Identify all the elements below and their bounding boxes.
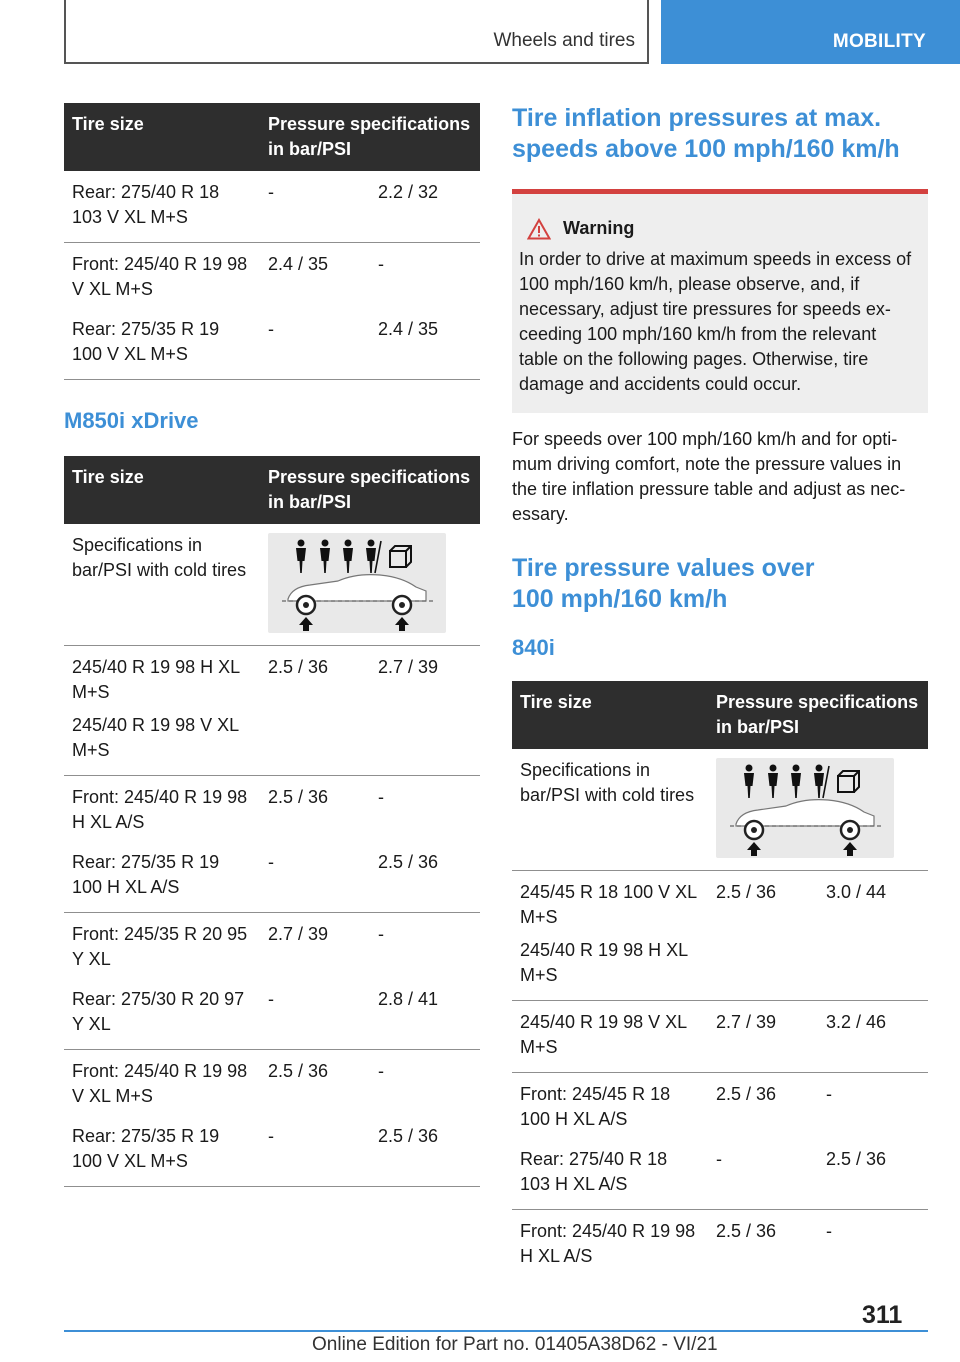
pressure-value-normal: - [708,1138,818,1210]
col-header-tire-size: Tire size [64,103,260,171]
pressure-value-normal: 2.4 / 35 [268,254,329,274]
tire-size: 245/40 R 19 98 H XL M+S [72,657,240,702]
table-row [64,913,480,979]
tire-size: Rear: 275/30 R 20 97 Y XL [72,989,245,1034]
warning-title-row [519,216,912,241]
tire-size: Rear: 275/40 R 18 103 V XL M+S [72,182,220,227]
tire-size-cell [64,978,260,1050]
pressure-value-loaded: - [378,787,384,807]
pressure-value-loaded: - [378,254,384,274]
pressure-value-loaded: - [826,1221,832,1241]
table-row [512,871,928,1001]
pressure-value-normal: 2.7 / 39 [268,924,329,944]
pressure-value-loaded: - [378,924,384,944]
pressure-value-loaded: 3.0 / 44 [818,871,928,1001]
pressure-value-normal: 2.7 / 39 [708,1001,818,1073]
pressure-value-normal: 2.5 / 36 [260,646,370,776]
tire-size-cell [64,1115,260,1187]
tire-size: Front: 245/35 R 20 95 Y XL [72,924,248,969]
tire-size-cell [512,871,708,1001]
warning-box [512,189,928,413]
tire-pressure-table-840i [512,681,928,1275]
tire-size: 245/40 R 19 98 H XL M+S [520,940,688,985]
tire-size: Front: 245/40 R 19 98 H XL A/S [520,1221,696,1266]
footer-edition: Online Edition for Part no. 01405A38D62 - VI/21 [312,1334,718,1355]
tire-size-cell [512,1073,708,1139]
load-passengers-luggage-icon [716,758,894,858]
pressure-value-normal: - [260,978,370,1050]
tire-size: Rear: 275/35 R 19 100 V XL M+S [72,319,220,364]
pressure-value-normal: 2.5 / 36 [708,871,818,1001]
pressure-value-normal: - [260,171,370,243]
page-number: 311 [862,1301,903,1329]
tire-size-cell [64,308,260,380]
pressure-value-loaded: 2.4 / 35 [370,308,480,380]
pressure-value-loaded: - [826,1084,832,1104]
tire-size: 245/45 R 18 100 V XL M+S [520,882,697,927]
pressure-value-normal: 2.5 / 36 [716,1221,777,1241]
pressure-value-loaded: 2.5 / 36 [370,841,480,913]
table-row [512,1138,928,1210]
tire-pressure-table-m850i [64,456,480,1187]
table-row [64,646,480,776]
tire-size: Front: 245/40 R 19 98 H XL A/S [72,787,248,832]
tire-size: Rear: 275/35 R 19 100 V XL M+S [72,1126,220,1171]
warning-text: In order to drive at maximum speeds in excess of 100 mph/160 km/h, please observe, and, if necessary, adjust tire pressures for speeds exceeding 100 mph/160 km/h from the relevant table on the following pages. Otherwise, tire damage and accidents could occur. [519,249,912,394]
table-row [512,749,928,871]
pressure-value-normal: - [260,841,370,913]
table-row [64,524,480,646]
tire-size-cell [512,1210,708,1276]
left-column [64,103,480,1187]
pressure-value-loaded: 2.5 / 36 [818,1138,928,1210]
load-passengers-luggage-icon [268,533,446,633]
table-row [64,1050,480,1116]
tire-size-cell [64,913,260,979]
body-paragraph: For speeds over 100 mph/160 km/h and for optimum driving comfort, note the pressure values in the tire inflation pressure table and adjust as necessary. [512,429,906,524]
pressure-value-loaded: - [378,1061,384,1081]
header-chapter-title: MOBILITY [832,31,926,52]
section-heading-pressure-values: Tire pressure values over 100 mph/160 km/h [512,554,815,613]
pressure-value-loaded: 2.7 / 39 [370,646,480,776]
tire-size-cell [512,1138,708,1210]
pressure-value-normal: 2.5 / 36 [716,1084,777,1104]
pressure-value-normal: - [260,1115,370,1187]
table-row [64,776,480,842]
col-header-tire-size: Tire size [512,681,708,749]
load-icon-cell [708,749,928,871]
tire-size: 245/40 R 19 98 V XL M+S [520,1012,687,1057]
table-row [512,1073,928,1139]
tire-size: Front: 245/40 R 19 98 V XL M+S [72,254,248,299]
table-row [64,243,480,309]
tire-pressure-table-top [64,103,480,380]
model-heading-m850i: M850i xDrive [64,408,199,433]
warning-title: Warning [563,218,635,238]
pressure-value-loaded: 2.8 / 41 [370,978,480,1050]
warning-triangle-icon [527,218,551,240]
pressure-value-normal: - [260,308,370,380]
pressure-value-normal: 2.5 / 36 [268,1061,329,1081]
table-row [64,841,480,913]
table-row [512,1001,928,1073]
tire-size: Rear: 275/40 R 18 103 H XL A/S [520,1149,668,1194]
pressure-value-loaded: 3.2 / 46 [818,1001,928,1073]
tire-size-cell [64,841,260,913]
table-row [64,978,480,1050]
tire-size: 245/40 R 19 98 V XL M+S [72,715,239,760]
col-header-pressure: Pressure specifications in bar/PSI [708,681,928,749]
col-header-pressure: Pressure specifications in bar/PSI [260,456,480,524]
col-header-pressure: Pressure specifications in bar/PSI [260,103,480,171]
pressure-value-normal: 2.5 / 36 [268,787,329,807]
pressure-value-loaded: 2.2 / 32 [370,171,480,243]
pressure-value-loaded: 2.5 / 36 [370,1115,480,1187]
tire-size: Front: 245/45 R 18 100 H XL A/S [520,1084,671,1129]
tire-size: Front: 245/40 R 19 98 V XL M+S [72,1061,248,1106]
tire-size-cell [512,1001,708,1073]
spec-label: Specifications in bar/PSI with cold tires [64,524,260,646]
header-chapter-tab [661,0,960,64]
tire-size-cell [64,171,260,243]
footer-divider [64,1330,928,1332]
right-column [512,103,928,1275]
spec-label: Specifications in bar/PSI with cold tires [512,749,708,871]
col-header-tire-size: Tire size [64,456,260,524]
tire-size-cell [64,243,260,309]
section-heading-max-speed: Tire inflation pressures at max. speeds above 100 mph/160 km/h [512,104,900,163]
table-row [64,1115,480,1187]
table-row [512,1210,928,1276]
table-row [64,171,480,243]
load-icon-cell [260,524,480,646]
tire-size-cell [64,646,260,776]
tire-size-cell [64,776,260,842]
model-heading-840i: 840i [512,635,555,660]
table-row [64,308,480,380]
header-section-title: Wheels and tires [493,30,635,51]
tire-size: Rear: 275/35 R 19 100 H XL A/S [72,852,220,897]
tire-size-cell [64,1050,260,1116]
header-section-box [64,0,649,64]
